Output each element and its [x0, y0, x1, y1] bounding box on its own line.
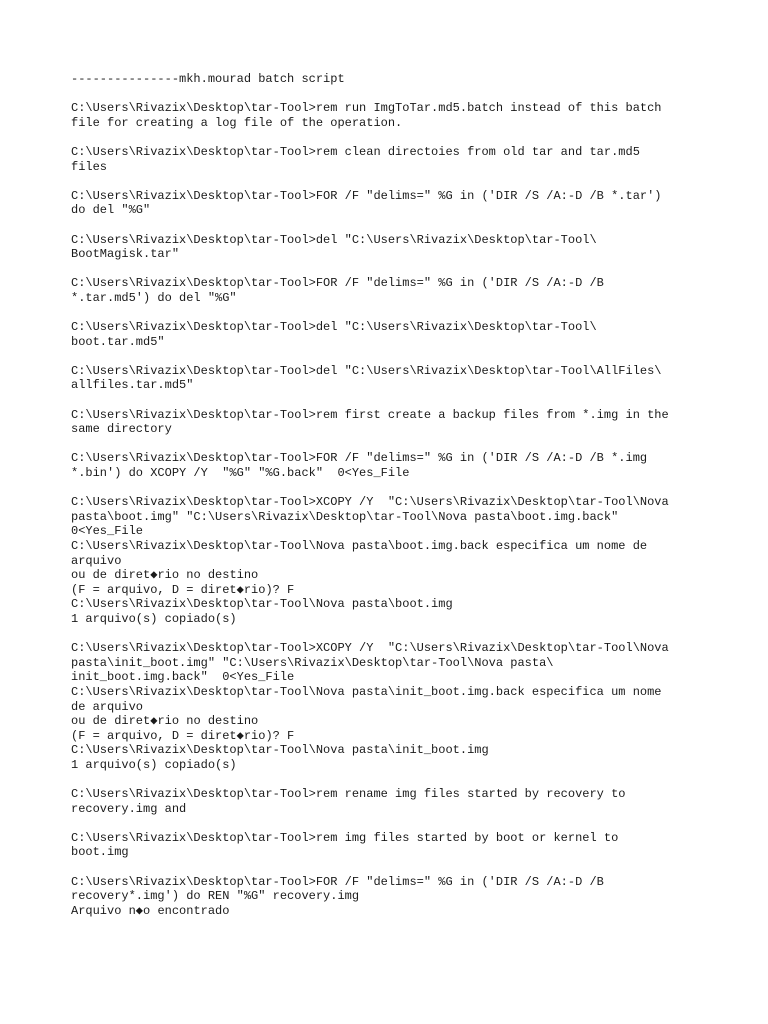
log-line: 1 arquivo(s) copiado(s)	[71, 757, 237, 772]
log-line: (F = arquivo, D = diret◆rio)? F	[71, 728, 295, 743]
log-line: C:\Users\Rivazix\Desktop\tar-Tool>XCOPY /Y "C:\Users\Rivazix\Desktop\tar-Tool\Nova	[71, 641, 669, 656]
log-paragraph	[71, 875, 711, 919]
log-paragraph	[71, 320, 711, 349]
log-line: Arquivo n◆o encontrado	[71, 903, 230, 918]
log-line: C:\Users\Rivazix\Desktop\tar-Tool>del "C:\Users\Rivazix\Desktop\tar-Tool\	[71, 232, 597, 247]
log-line: C:\Users\Rivazix\Desktop\tar-Tool>del "C:\Users\Rivazix\Desktop\tar-Tool\	[71, 320, 597, 335]
log-paragraph	[71, 145, 711, 174]
log-line: C:\Users\Rivazix\Desktop\tar-Tool\Nova pasta\boot.img	[71, 597, 453, 612]
log-line: pasta\boot.img" "C:\Users\Rivazix\Desktop\tar-Tool\Nova pasta\boot.img.back"	[71, 509, 619, 524]
log-line: C:\Users\Rivazix\Desktop\tar-Tool>rem first create a backup files from *.img in the	[71, 407, 669, 422]
log-line: recovery.img and	[71, 801, 187, 816]
log-line: allfiles.tar.md5"	[71, 378, 194, 393]
log-line: C:\Users\Rivazix\Desktop\tar-Tool>FOR /F "delims=" %G in ('DIR /S /A:-D /B *.tar')	[71, 188, 662, 203]
log-paragraph	[71, 101, 711, 130]
log-line: C:\Users\Rivazix\Desktop\tar-Tool>rem run ImgToTar.md5.batch instead of this batch	[71, 101, 662, 116]
log-paragraph	[71, 408, 711, 437]
log-line: C:\Users\Rivazix\Desktop\tar-Tool>rem rename img files started by recovery to	[71, 787, 626, 802]
log-paragraph	[71, 189, 711, 218]
log-line: boot.tar.md5"	[71, 334, 165, 349]
log-line: ou de diret◆rio no destino	[71, 714, 259, 729]
log-line: do del "%G"	[71, 203, 151, 218]
log-paragraph	[71, 72, 711, 87]
log-line: de arquivo	[71, 699, 144, 714]
log-line: C:\Users\Rivazix\Desktop\tar-Tool\Nova pasta\init_boot.img.back especifica um nome	[71, 684, 662, 699]
log-line: *.bin') do XCOPY /Y "%G" "%G.back" 0<Yes_File	[71, 466, 410, 481]
log-line: ---------------mkh.mourad batch script	[71, 72, 345, 86]
log-line: C:\Users\Rivazix\Desktop\tar-Tool>XCOPY /Y "C:\Users\Rivazix\Desktop\tar-Tool\Nova	[71, 495, 669, 510]
log-line: C:\Users\Rivazix\Desktop\tar-Tool>FOR /F "delims=" %G in ('DIR /S /A:-D /B	[71, 874, 604, 889]
log-line: C:\Users\Rivazix\Desktop\tar-Tool\Nova pasta\init_boot.img	[71, 743, 489, 758]
log-line: C:\Users\Rivazix\Desktop\tar-Tool>rem img files started by boot or kernel to	[71, 830, 619, 845]
log-line: C:\Users\Rivazix\Desktop\tar-Tool\Nova pasta\boot.img.back especifica um nome de	[71, 539, 648, 553]
log-paragraph	[71, 831, 711, 860]
log-line: C:\Users\Rivazix\Desktop\tar-Tool>del "C:\Users\Rivazix\Desktop\tar-Tool\AllFiles\	[71, 363, 662, 378]
log-line: init_boot.img.back" 0<Yes_File	[71, 670, 295, 685]
log-line: 1 arquivo(s) copiado(s)	[71, 611, 237, 626]
log-line: same directory	[71, 422, 172, 437]
batch-log-text	[71, 72, 711, 933]
log-paragraph	[71, 451, 711, 480]
log-line: files	[71, 159, 108, 174]
log-paragraph	[71, 495, 711, 626]
log-line: *.tar.md5') do del "%G"	[71, 290, 237, 305]
log-line: boot.img	[71, 845, 129, 860]
log-paragraph	[71, 641, 711, 772]
log-paragraph	[71, 233, 711, 262]
log-paragraph	[71, 787, 711, 816]
log-line: pasta\init_boot.img" "C:\Users\Rivazix\Desktop\tar-Tool\Nova pasta\	[71, 655, 554, 670]
log-line: C:\Users\Rivazix\Desktop\tar-Tool>FOR /F "delims=" %G in ('DIR /S /A:-D /B *.img	[71, 451, 648, 466]
log-line: C:\Users\Rivazix\Desktop\tar-Tool>rem clean directoies from old tar and tar.md5	[71, 144, 640, 159]
log-line: file for creating a log file of the operation.	[71, 115, 403, 130]
log-line: arquivo	[71, 553, 122, 568]
log-line: (F = arquivo, D = diret◆rio)? F	[71, 582, 295, 597]
log-line: ou de diret◆rio no destino	[71, 568, 259, 583]
log-line: BootMagisk.tar"	[71, 247, 180, 262]
log-line: C:\Users\Rivazix\Desktop\tar-Tool>FOR /F "delims=" %G in ('DIR /S /A:-D /B	[71, 276, 604, 291]
log-line: recovery*.img') do REN "%G" recovery.img	[71, 889, 360, 904]
log-paragraph	[71, 364, 711, 393]
log-paragraph	[71, 276, 711, 305]
log-line: 0<Yes_File	[71, 524, 144, 539]
